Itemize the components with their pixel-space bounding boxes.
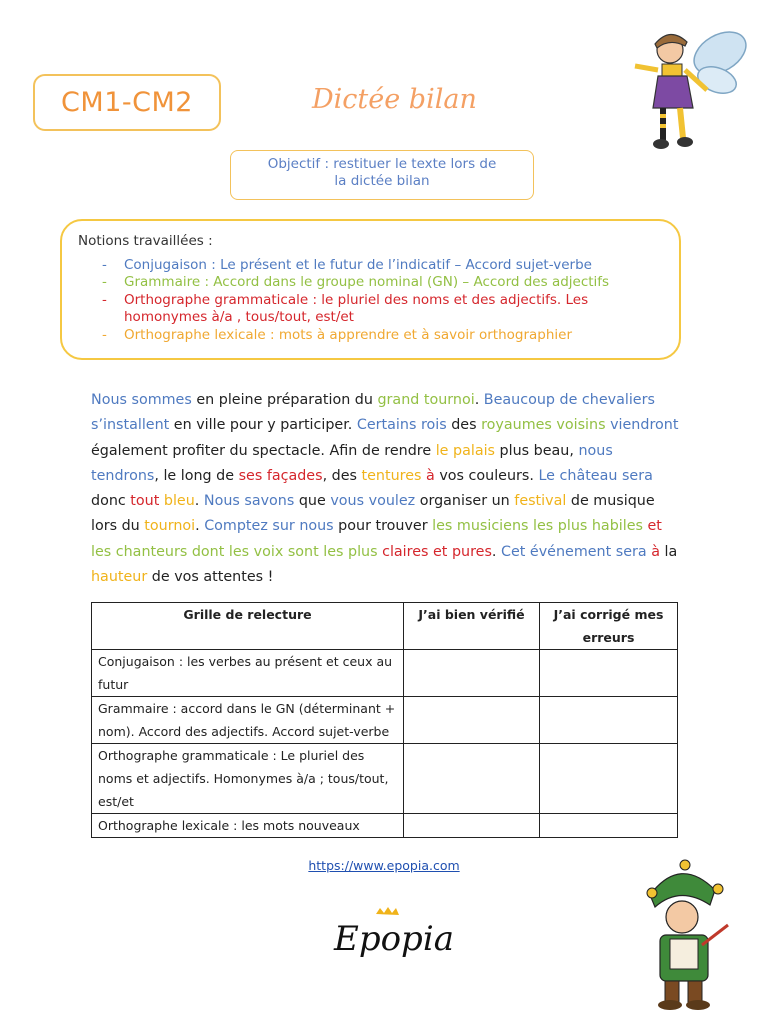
fairy-illustration bbox=[625, 18, 755, 158]
dictee-segment: la bbox=[659, 543, 678, 560]
grid-checked-cell[interactable] bbox=[404, 744, 540, 814]
dictee-segment: à bbox=[651, 543, 660, 560]
table-row bbox=[92, 744, 678, 814]
dictee-segment: les musiciens les plus habiles bbox=[432, 518, 643, 535]
dictee-segment: tentures bbox=[361, 467, 422, 484]
grid-checked-cell[interactable] bbox=[404, 814, 540, 838]
dictee-segment: nous tendrons bbox=[91, 442, 613, 484]
grid-header-row bbox=[92, 603, 678, 650]
dictee-segment: les chanteurs dont les voix sont les plus bbox=[91, 543, 378, 560]
grid-criteria-cell: Orthographe lexicale : les mots nouveaux bbox=[92, 814, 404, 838]
dictee-segment: . bbox=[195, 518, 205, 535]
table-row bbox=[92, 814, 678, 838]
notion-grammaire: - Grammaire : Accord dans le groupe nominal (GN) – Accord des adjectifs bbox=[102, 274, 610, 290]
dictee-segment: tout bbox=[130, 493, 160, 510]
dictee-segment: de musique lors du bbox=[91, 493, 655, 535]
dictee-segment: royaumes voisins bbox=[481, 417, 606, 434]
dictee-segment: en pleine préparation du bbox=[191, 392, 378, 408]
grid-corrected-cell[interactable] bbox=[540, 650, 678, 697]
dictee-segment: de vos attentes ! bbox=[147, 569, 274, 586]
dictee-segment: en ville pour y participer. bbox=[169, 417, 357, 434]
jester-illustration bbox=[630, 855, 740, 1015]
dictee-segment: grand tournoi bbox=[377, 392, 475, 408]
dictee-segment: hauteur bbox=[91, 569, 148, 586]
grid-corrected-cell[interactable] bbox=[540, 814, 678, 838]
dictee-text bbox=[91, 388, 681, 590]
dictee-segment: , des bbox=[322, 467, 362, 484]
dictee-segment: Beaucoup de chevaliers s’installent bbox=[91, 392, 655, 434]
grid-checked-cell[interactable] bbox=[404, 650, 540, 697]
dictee-segment: plus beau, bbox=[495, 442, 579, 459]
epopia-logo bbox=[330, 906, 454, 966]
level-text: CM1-CM2 bbox=[61, 87, 193, 118]
dictee-segment: festival bbox=[514, 493, 567, 510]
notion-orthographe-lexicale: - Orthographe lexicale : mots à apprendre et à savoir orthographier bbox=[102, 326, 573, 343]
dictee-segment: organiser un bbox=[415, 493, 515, 510]
dictee-segment: . bbox=[474, 392, 484, 408]
grid-criteria-cell: Conjugaison : les verbes au présent et ceux au futur bbox=[92, 650, 404, 697]
table-row bbox=[92, 697, 678, 744]
dictee-segment: Le château sera bbox=[538, 467, 653, 484]
page-title: Dictée bilan bbox=[312, 84, 477, 115]
dictee-segment: à bbox=[426, 467, 435, 484]
grid-criteria-cell: Grammaire : accord dans le GN (déterminant + nom). Accord des adjectifs. Accord sujet-verbe bbox=[92, 697, 404, 744]
dictee-segment: Nous savons bbox=[203, 493, 295, 510]
dictee-segment: . bbox=[491, 543, 501, 560]
dictee-segment: Nous sommes bbox=[91, 392, 192, 408]
grid-criteria-cell: Orthographe grammaticale : Le pluriel des noms et adjectifs. Homonymes à/a ; tous/tout, est/et bbox=[92, 744, 404, 814]
dictee-segment: également profiter du spectacle. Afin de rendre bbox=[91, 442, 436, 459]
epopia-link[interactable]: https://www.epopia.com bbox=[308, 858, 460, 873]
notion-orthographe-grammaticale: - Orthographe grammaticale : le pluriel des noms et des adjectifs. Les homonymes à/a , tous/tout, est/et bbox=[102, 291, 589, 325]
grid-header-checked: J’ai bien vérifié bbox=[404, 603, 540, 650]
level-badge bbox=[33, 74, 221, 131]
dictee-segment: bleu bbox=[163, 493, 195, 510]
table-row bbox=[92, 650, 678, 697]
grid-corrected-cell[interactable] bbox=[540, 697, 678, 744]
objective-box: Objectif : restituer le texte lors de la dictée bilan bbox=[230, 150, 534, 200]
dictee-segment: et bbox=[647, 518, 662, 535]
notion-conjugaison: - Conjugaison : Le présent et le futur de l’indicatif – Accord sujet-verbe bbox=[102, 256, 592, 273]
notions-box bbox=[60, 219, 681, 360]
dictee-segment: tournoi bbox=[144, 518, 196, 535]
dictee-segment: viendront bbox=[610, 417, 679, 434]
dictee-segment: le palais bbox=[435, 442, 496, 459]
grid-corrected-cell[interactable] bbox=[540, 744, 678, 814]
dictee-segment: pour trouver bbox=[333, 518, 433, 535]
review-grid bbox=[91, 602, 678, 838]
dictee-segment: Comptez sur nous bbox=[204, 518, 334, 535]
notions-heading: Notions travaillées : bbox=[78, 233, 213, 249]
grid-header-corrected: J’ai corrigé mes erreurs bbox=[540, 603, 678, 650]
dictee-segment: donc bbox=[91, 493, 131, 510]
dictee-segment: des bbox=[446, 417, 482, 434]
dictee-segment: , le long de bbox=[154, 467, 239, 484]
notions-list bbox=[78, 257, 663, 345]
dictee-segment: vos couleurs. bbox=[434, 467, 539, 484]
grid-header-criteria: Grille de relecture bbox=[92, 603, 404, 650]
dictee-segment: Certains rois bbox=[356, 417, 447, 434]
dictee-segment: . bbox=[194, 493, 204, 510]
dictee-segment: vous voulez bbox=[330, 493, 416, 510]
dictee-segment: ses façades bbox=[238, 467, 323, 484]
grid-checked-cell[interactable] bbox=[404, 697, 540, 744]
dictee-segment: claires et pures bbox=[382, 543, 492, 560]
dictee-segment: Cet événement sera bbox=[501, 543, 647, 560]
svg-text:Epopia: Epopia bbox=[334, 919, 454, 959]
dictee-segment: que bbox=[294, 493, 331, 510]
